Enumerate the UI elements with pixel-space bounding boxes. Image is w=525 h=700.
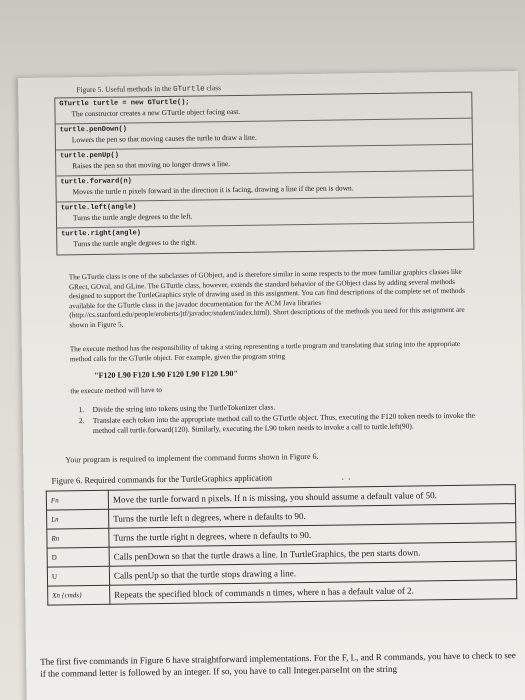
method-description: Turns the turtle angle degrees to the left.	[72, 211, 193, 223]
paragraph-execute-method: The execute method has the responsibility of taking a string representing a turtle program and translating that string into the appropriate method calls for the GTurtle object. For example, given the program string	[69, 339, 461, 363]
command-cell: Ln	[47, 509, 109, 529]
steps-list	[79, 399, 491, 437]
command-cell: Xn {cmds}	[48, 585, 110, 605]
method-signature: turtle.penUp()	[60, 151, 119, 161]
method-description: Moves the turtle n pixels forward in the direction it is facing, drawing a line if the pen is down.	[72, 183, 354, 197]
command-description: Move the turtle forward n pixels. If n is missing, you should assume a default value of 50.	[108, 485, 515, 510]
command-description: Turns the turtle right n degrees, where n defaults to 90.	[109, 523, 516, 548]
command-cell: U	[47, 566, 109, 586]
command-description: Repeats the specified block of commands n times, where n has a default value of 2.	[110, 580, 517, 605]
figure5-caption-text: Figure 5. Useful methods in the	[76, 83, 174, 95]
caption-dots: . .	[341, 471, 352, 482]
document-page	[18, 71, 525, 700]
step-number: 2.	[78, 416, 85, 426]
figure5-caption-suffix: class	[204, 83, 222, 93]
paragraph-first-five-commands: The first five commands in Figure 6 have straightforward implementations. For the F, L, and R commands, you have to check to see if the command letter is followed by an integer. If so, you have to call Integer.parseInt on the string	[40, 650, 516, 679]
paragraph-required-commands: Your program is required to implement the command forms shown in Figure 6.	[65, 451, 319, 465]
method-signature: turtle.left(angle)	[60, 203, 137, 213]
method-signature: turtle.penDown()	[59, 125, 128, 135]
paragraph-execute-steps-intro: the execute method will have to	[70, 386, 163, 396]
command-cell: Fn	[46, 490, 108, 510]
method-signature: turtle.right(angle)	[61, 229, 142, 239]
command-description: Calls penUp so that the turtle stops drawing a line.	[109, 561, 516, 586]
step-text: Translate each token into the appropriate method call to the GTurtle object. Thus, executing the F120 token needs to invoke the method call turtle.forward(120). Similarly, executing the L90 token needs to invoke a call to turtle.left(90).	[92, 410, 475, 435]
method-description: Lowers the pen so that moving causes the turtle to draw a line.	[71, 132, 257, 145]
method-signature: GTurtle turtle = new GTurtle();	[59, 98, 190, 109]
command-description: Turns the turtle left n degrees, where n defaults to 90.	[109, 504, 516, 529]
command-cell: D	[47, 547, 109, 567]
method-description: Turns the turtle angle degrees to the right.	[73, 237, 198, 249]
figure5-caption-class: GTurtle	[172, 85, 205, 94]
step-number: 1.	[78, 405, 85, 415]
figure6-table	[46, 484, 518, 606]
figure5-caption	[76, 83, 221, 95]
command-cell: Rn	[47, 528, 109, 548]
method-description: The constructor creates a new GTurtle object facing east.	[71, 106, 241, 119]
figure5-table	[54, 92, 474, 256]
program-string-example: "F120 L90 F120 L90 F120 L90 F120 L90"	[94, 368, 238, 380]
command-description: Calls penDown so that the turtle draws a line. In TurtleGraphics, the pen starts down.	[109, 542, 516, 567]
step-text: Divide the string into tokens using the TurtleTokenizer class.	[92, 402, 276, 414]
figure6-caption: Figure 6. Required commands for the TurtleGraphics application	[51, 472, 273, 486]
figure5-row	[57, 223, 473, 255]
method-description: Raises the pen so that moving no longer draws a line.	[72, 159, 231, 171]
paragraph-gturtle-class: The GTurtle class is one of the subclasses of GObject, and is therefore similar in some respects to the more familiar graphics classes like GRect, GOval, and GLine. The GTurtle class, however, extends the standard behavior of the GObject class by adding several methods designed to support the TurtleGraphics style of drawing used in this assignment. You can find descriptions of the complete set of methods available for the GTurtle class in the javadoc documentation for the ACM Java libraries (http://cs.stanford.edu/people/eroberts/jtf/javadoc/student/index.html). Short descriptions of the methods you need for this assignment are shown in Figure 5.	[68, 267, 465, 330]
method-signature: turtle.forward(n)	[60, 177, 132, 187]
